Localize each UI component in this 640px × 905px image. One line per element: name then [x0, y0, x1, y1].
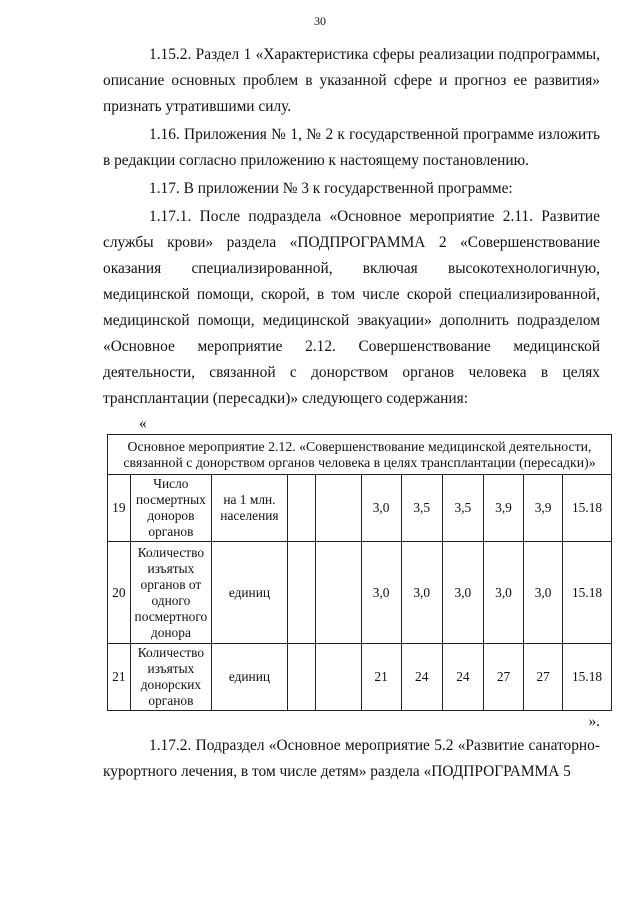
value-cell: 3,0: [361, 542, 401, 644]
unit-cell: на 1 млн. населения: [212, 475, 288, 542]
value-cell: 24: [442, 644, 483, 711]
empty-cell: [316, 542, 362, 644]
opening-quote: «: [139, 415, 147, 432]
row-number: 20: [108, 542, 131, 644]
paragraph-1-17-2: 1.17.2. Подраздел «Основное мероприятие 5.2 «Развитие санаторно-курортного лечения, в том числе детям» раздела «ПОДПРОГРАММА 5: [103, 737, 600, 780]
value-cell: 3,5: [401, 475, 442, 542]
indicator-name: Число посмертных доноров органов: [130, 475, 211, 542]
table-header-row: [108, 435, 612, 475]
table-row: [108, 542, 612, 644]
closing-quote: ».: [588, 713, 600, 730]
paragraph-1-15-2: 1.15.2. Раздел 1 «Характеристика сферы реализации подпрограммы, описание основных проблем в указанной сфере и прогноз ее развития» признать утратившими силу.: [103, 46, 600, 115]
value-cell: 3,0: [361, 475, 401, 542]
unit-cell: единиц: [212, 644, 288, 711]
reference-cell: 15.18: [563, 542, 612, 644]
table-row: [108, 475, 612, 542]
value-cell: 3,0: [524, 542, 563, 644]
indicator-name: Количество изъятых органов от одного посмертного донора: [130, 542, 211, 644]
paragraph-1-16: 1.16. Приложения № 1, № 2 к государственной программе изложить в редакции согласно приложению к настоящему постановлению.: [103, 126, 600, 169]
row-number: 21: [108, 644, 131, 711]
empty-cell: [287, 542, 315, 644]
empty-cell: [316, 644, 362, 711]
value-cell: 3,0: [442, 542, 483, 644]
empty-cell: [287, 475, 315, 542]
empty-cell: [287, 644, 315, 711]
reference-cell: 15.18: [563, 475, 612, 542]
page-number: 30: [314, 14, 326, 28]
document-body: [103, 42, 603, 785]
value-cell: 3,0: [483, 542, 523, 644]
value-cell: 24: [401, 644, 442, 711]
value-cell: 21: [361, 644, 401, 711]
empty-cell: [316, 475, 362, 542]
value-cell: 3,9: [524, 475, 563, 542]
value-cell: 3,0: [401, 542, 442, 644]
indicator-name: Количество изъятых донорских органов: [130, 644, 211, 711]
row-number: 19: [108, 475, 131, 542]
value-cell: 3,5: [442, 475, 483, 542]
value-cell: 27: [483, 644, 523, 711]
reference-cell: 15.18: [563, 644, 612, 711]
table-row: [108, 644, 612, 711]
unit-cell: единиц: [212, 542, 288, 644]
paragraph-1-17: 1.17. В приложении № 3 к государственной программе:: [149, 180, 513, 197]
value-cell: 27: [524, 644, 563, 711]
indicators-table: [107, 434, 612, 711]
paragraph-1-17-1: 1.17.1. После подраздела «Основное мероприятие 2.11. Развитие службы крови» раздела «ПОДПРОГРАММА 2 «Совершенствование оказания специализированной, включая высокотехнологичную, медицинской помощи, скорой, в том числе скорой специализированной, медицинской помощи, медицинской эвакуации» дополнить подразделом «Основное мероприятие 2.12. Совершенствование медицинской деятельности, связанной с донорством органов человека в целях трансплантации (пересадки)» следующего содержания:: [103, 208, 600, 407]
table-header: Основное мероприятие 2.12. «Совершенствование медицинской деятельности, связанной с донорством органов человека в целях трансплантации (пересадки)»: [108, 435, 612, 475]
value-cell: 3,9: [483, 475, 523, 542]
